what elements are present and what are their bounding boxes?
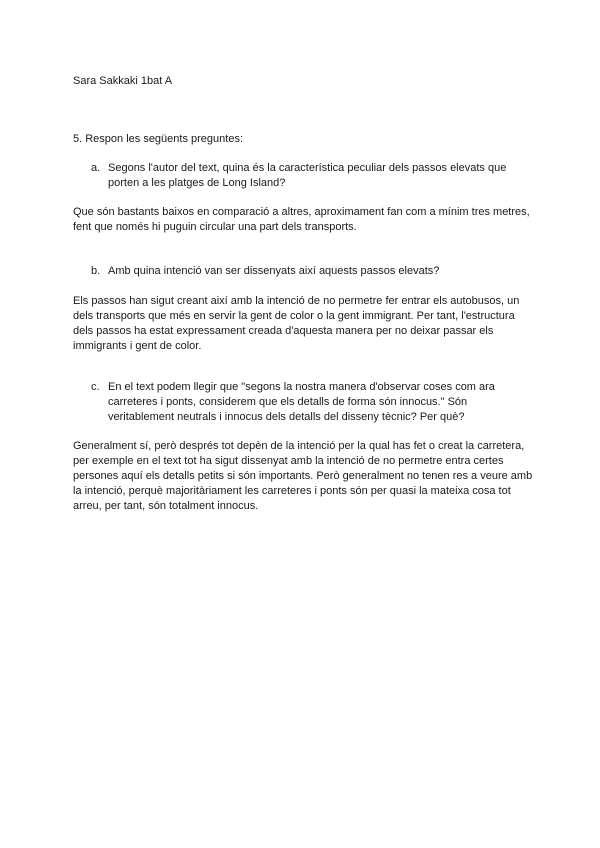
- question-b: [91, 264, 521, 279]
- answer-b: Els passos han sigut creant així amb la intenció de no permetre fer entrar els autobusos, un dels transports que més en servir la gent de color o la gent immigrant. Per tant, l'estructura dels passos ha estat expressament creada d'aquesta manera per no deixar passar els immigrants i gent de color.: [73, 295, 520, 352]
- answer-a: Que són bastants baixos en comparació a altres, aproximament fan com a mínim tres metres, fent que només hi puguin circular una part dels transports.: [73, 206, 530, 233]
- question-text: En el text podem llegir que "segons la nostra manera d'observar coses com ara carreteres i ponts, considerem que els detalls de forma són innocus." Són veritablement neutrals i innocus dels detalls del disseny tècnic? Per què?: [108, 381, 495, 423]
- question-text: Segons l'autor del text, quina és la característica peculiar dels passos elevats que porten a les platges de Long Island?: [108, 162, 507, 189]
- question-marker: a.: [91, 162, 101, 174]
- question-marker: c.: [91, 381, 100, 393]
- exercise-heading: 5. Respon les següents preguntes:: [73, 133, 244, 145]
- answer-c: Generalment sí, però després tot depèn de la intenció per la qual has fet o creat la carretera, per exemple en el text tot ha sigut dissenyat amb la intenció de no permetre entra certes persones aquí els detalls petits si són importants. Però generalment no tenen res a veure amb la intenció, perquè majoritàriament les carreteres i ponts són per quasi la mateixa cosa tot arreu, per tant, són totalment innocus.: [73, 440, 533, 512]
- question-c: [91, 380, 521, 425]
- question-marker: b.: [91, 265, 101, 277]
- question-a: [91, 161, 521, 191]
- author-line: Sara Sakkaki 1bat A: [73, 75, 173, 87]
- question-text: Amb quina intenció van ser dissenyats així aquests passos elevats?: [108, 265, 440, 277]
